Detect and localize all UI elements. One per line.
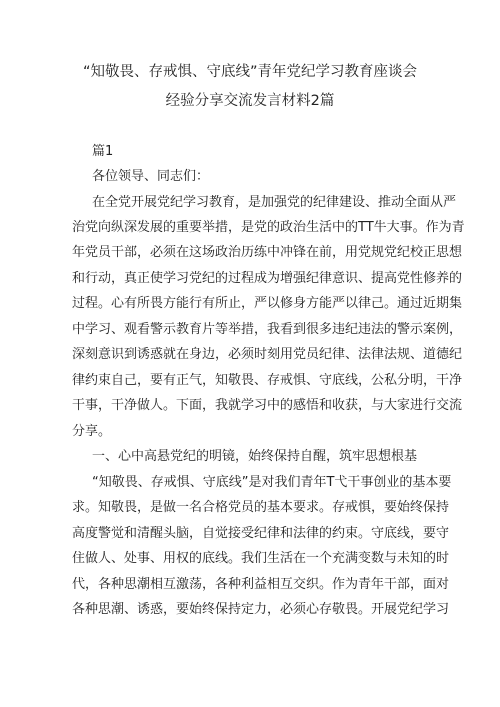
paragraph-2-line: 住做人、处事、用权的底线。我们生活在一个充满变数与未知的时 bbox=[72, 551, 450, 566]
document-title-line-1: “知敬畏、存戒惧、守底线”青年党纪学习教育座谈会 bbox=[82, 64, 418, 80]
paragraph-1-line: 和行动，真正使学习党纪的过程成为增强纪律意识、提高党性修养的 bbox=[72, 271, 463, 286]
paragraph-1-line: 治党向纵深发展的重要举措，是党的政治生活中的TT牛大事。作为青 bbox=[72, 220, 465, 235]
paragraph-1-line: 中学习、观看警示教育片等举措，我看到很多违纪违法的警示案例， bbox=[72, 322, 463, 337]
paragraph-1-line: 律约束自己，要有正气，知敬畏、存戒惧、守底线，公私分明，干净 bbox=[72, 373, 463, 388]
section-heading-1: 一、心中高悬党纪的明镜，始终保持自醒，筑牢思想根基 bbox=[92, 449, 418, 464]
paragraph-1-line: 干事，干净做人。下面，我就学习中的感悟和收获，与大家进行交流 bbox=[72, 398, 463, 413]
paragraph-1-line: 过程。心有所畏方能行有所止，严以修身方能严以律己。通过近期集 bbox=[72, 296, 463, 311]
salutation: 各位领导、同志们： bbox=[92, 169, 210, 184]
paragraph-1-line: 在全党开展党纪学习教育，是加强党的纪律建设、推动全面从严 bbox=[92, 195, 457, 210]
paragraph-1-line: 年党员干部，必须在这场政治历练中冲锋在前，用党规党纪校正思想 bbox=[72, 245, 463, 260]
paragraph-2-line: “知敬畏、存戒惧、守底线”是对我们青年T弋干事创业的基本要 bbox=[92, 475, 452, 490]
document-title-line-2: 经验分享交流发言材料2篇 bbox=[165, 93, 335, 109]
paragraph-2-line: 各种思潮、诱惑，要始终保持定力，必须心存敬畏。开展党纪学习 bbox=[72, 602, 450, 617]
paragraph-2-line: 代，各种思潮相互激荡，各种利益相互交织。作为青年干部，面对 bbox=[72, 577, 450, 592]
paragraph-1-line: 深刻意识到诱惑就在身边，必须时刻用党员纪律、法律法规、道德纪 bbox=[72, 347, 463, 362]
paragraph-1-line: 分享。 bbox=[72, 424, 112, 439]
paragraph-2-line: 求。知敬畏，是做一名合格党员的基本要求。存戒惧，要始终保持 bbox=[72, 500, 450, 515]
paragraph-2-line: 高度警觉和清醒头脑，自觉接受纪律和法律的约束。守底线，要守 bbox=[72, 526, 450, 541]
section-label: 篇1 bbox=[92, 144, 114, 159]
